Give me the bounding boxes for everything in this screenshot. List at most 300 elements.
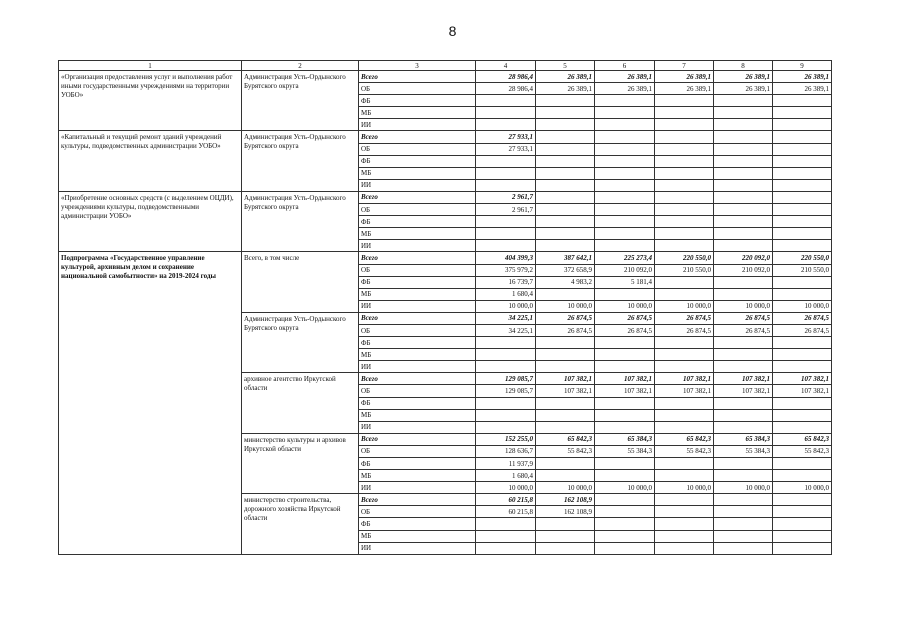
value-cell: 65 842,3 <box>773 433 832 445</box>
value-cell <box>655 506 714 518</box>
value-cell <box>595 179 655 191</box>
value-cell <box>655 458 714 470</box>
activity-name-cell: Подпрограмма «Государственное управление культурой, архивным делом и сохранение национальной самобытности» на 2019-2024 годы <box>59 252 242 554</box>
value-cell: 34 225,1 <box>476 324 536 336</box>
value-cell <box>655 179 714 191</box>
table-row <box>59 131 832 143</box>
executor-cell: министерство культуры и архивов Иркутской области <box>242 433 359 493</box>
value-cell <box>595 518 655 530</box>
value-cell <box>655 240 714 252</box>
funding-source-cell: ОБ <box>359 385 476 397</box>
executor-cell: Администрация Усть-Ордынского Бурятского округа <box>242 312 359 372</box>
value-cell: 10 000,0 <box>655 482 714 494</box>
value-cell <box>595 337 655 349</box>
value-cell: 26 389,1 <box>655 83 714 95</box>
value-cell: 107 382,1 <box>714 373 773 385</box>
value-cell: 2 961,7 <box>476 204 536 216</box>
value-cell <box>476 216 536 228</box>
value-cell: 107 382,1 <box>595 373 655 385</box>
value-cell <box>595 506 655 518</box>
value-cell: 26 874,5 <box>536 312 595 324</box>
value-cell <box>595 240 655 252</box>
funding-source-cell: ИИ <box>359 300 476 312</box>
value-cell <box>773 337 832 349</box>
funding-source-cell: ИИ <box>359 240 476 252</box>
value-cell: 65 384,3 <box>714 433 773 445</box>
value-cell: 10 000,0 <box>476 482 536 494</box>
executor-cell: Всего, в том числе <box>242 252 359 312</box>
value-cell: 26 874,5 <box>714 312 773 324</box>
value-cell: 107 382,1 <box>773 373 832 385</box>
funding-source-cell: ФБ <box>359 458 476 470</box>
value-cell <box>536 131 595 143</box>
value-cell <box>536 95 595 107</box>
value-cell <box>536 470 595 482</box>
value-cell: 26 389,1 <box>595 71 655 83</box>
value-cell: 10 000,0 <box>536 482 595 494</box>
value-cell <box>476 542 536 554</box>
value-cell: 26 874,5 <box>595 312 655 324</box>
value-cell: 107 382,1 <box>595 385 655 397</box>
value-cell <box>773 397 832 409</box>
value-cell: 107 382,1 <box>714 385 773 397</box>
activity-name-cell: «Приобретение основных средств (с выделением ОЦДИ), учреждениями культуры, подведомственными администрации УОБО» <box>59 191 242 251</box>
page-number: 8 <box>448 23 457 39</box>
value-cell: 128 636,7 <box>476 445 536 457</box>
value-cell: 10 000,0 <box>536 300 595 312</box>
value-cell: 27 933,1 <box>476 131 536 143</box>
value-cell <box>655 131 714 143</box>
value-cell <box>536 191 595 203</box>
value-cell <box>476 349 536 361</box>
value-cell: 387 642,1 <box>536 252 595 264</box>
value-cell <box>773 530 832 542</box>
funding-source-cell: Всего <box>359 312 476 324</box>
value-cell <box>476 397 536 409</box>
value-cell <box>773 216 832 228</box>
value-cell <box>773 155 832 167</box>
value-cell <box>595 228 655 240</box>
value-cell: 26 874,5 <box>773 312 832 324</box>
value-cell <box>714 397 773 409</box>
value-cell <box>773 143 832 155</box>
value-cell: 10 000,0 <box>595 300 655 312</box>
funding-source-cell: Всего <box>359 433 476 445</box>
value-cell: 220 550,0 <box>773 252 832 264</box>
value-cell <box>595 191 655 203</box>
value-cell: 129 085,7 <box>476 373 536 385</box>
value-cell: 26 389,1 <box>773 71 832 83</box>
value-cell <box>595 530 655 542</box>
value-cell: 129 085,7 <box>476 385 536 397</box>
value-cell <box>773 288 832 300</box>
value-cell <box>714 288 773 300</box>
funding-source-cell: МБ <box>359 228 476 240</box>
value-cell <box>476 337 536 349</box>
header-cell: 4 <box>476 61 536 71</box>
value-cell: 26 874,5 <box>655 312 714 324</box>
value-cell <box>714 119 773 131</box>
value-cell: 55 384,3 <box>714 445 773 457</box>
value-cell: 34 225,1 <box>476 312 536 324</box>
value-cell <box>655 288 714 300</box>
value-cell <box>595 95 655 107</box>
value-cell: 27 933,1 <box>476 143 536 155</box>
value-cell: 10 000,0 <box>595 482 655 494</box>
funding-source-cell: МБ <box>359 167 476 179</box>
value-cell <box>655 409 714 421</box>
value-cell: 372 658,9 <box>536 264 595 276</box>
value-cell <box>655 494 714 506</box>
header-cell: 7 <box>655 61 714 71</box>
value-cell <box>595 421 655 433</box>
value-cell: 26 874,5 <box>773 324 832 336</box>
value-cell <box>536 204 595 216</box>
value-cell <box>655 518 714 530</box>
value-cell: 220 550,0 <box>655 252 714 264</box>
value-cell: 210 550,0 <box>655 264 714 276</box>
value-cell: 26 389,1 <box>536 71 595 83</box>
value-cell <box>714 421 773 433</box>
value-cell <box>595 167 655 179</box>
value-cell <box>714 409 773 421</box>
value-cell <box>595 204 655 216</box>
value-cell <box>714 191 773 203</box>
value-cell: 107 382,1 <box>773 385 832 397</box>
value-cell <box>476 518 536 530</box>
table-body <box>59 61 832 555</box>
funding-source-cell: ФБ <box>359 216 476 228</box>
value-cell <box>476 167 536 179</box>
value-cell <box>773 458 832 470</box>
value-cell <box>476 119 536 131</box>
funding-source-cell: ОБ <box>359 264 476 276</box>
funding-source-cell: ИИ <box>359 542 476 554</box>
funding-source-cell: ИИ <box>359 361 476 373</box>
value-cell <box>476 228 536 240</box>
value-cell: 10 000,0 <box>655 300 714 312</box>
value-cell: 60 215,8 <box>476 506 536 518</box>
value-cell: 26 389,1 <box>595 83 655 95</box>
value-cell: 220 092,0 <box>714 252 773 264</box>
budget-table <box>58 60 832 555</box>
value-cell <box>714 494 773 506</box>
funding-source-cell: ФБ <box>359 518 476 530</box>
executor-cell: Администрация Усть-Ордынского Бурятского округа <box>242 71 359 131</box>
value-cell: 55 842,3 <box>536 445 595 457</box>
value-cell <box>655 119 714 131</box>
table-row <box>59 191 832 203</box>
value-cell <box>655 276 714 288</box>
table-row <box>59 252 832 264</box>
executor-cell: Администрация Усть-Ордынского Бурятского округа <box>242 191 359 251</box>
value-cell <box>476 179 536 191</box>
funding-source-cell: ФБ <box>359 337 476 349</box>
value-cell <box>773 409 832 421</box>
value-cell <box>536 155 595 167</box>
header-cell: 6 <box>595 61 655 71</box>
value-cell <box>714 470 773 482</box>
value-cell <box>655 530 714 542</box>
value-cell <box>476 107 536 119</box>
funding-source-cell: ФБ <box>359 95 476 107</box>
value-cell <box>714 228 773 240</box>
activity-name-cell: «Организация предоставления услуг и выполнения работ иными государственными учреждениями на территории УОБО» <box>59 71 242 131</box>
value-cell <box>655 397 714 409</box>
funding-source-cell: МБ <box>359 530 476 542</box>
value-cell <box>655 542 714 554</box>
value-cell: 26 874,5 <box>595 324 655 336</box>
funding-source-cell: ИИ <box>359 179 476 191</box>
value-cell <box>536 518 595 530</box>
funding-source-cell: ОБ <box>359 204 476 216</box>
value-cell <box>476 421 536 433</box>
value-cell <box>595 143 655 155</box>
value-cell: 1 680,4 <box>476 288 536 300</box>
value-cell <box>476 155 536 167</box>
value-cell: 107 382,1 <box>655 373 714 385</box>
value-cell <box>536 409 595 421</box>
funding-source-cell: ОБ <box>359 506 476 518</box>
value-cell: 26 389,1 <box>655 71 714 83</box>
header-cell: 1 <box>59 61 242 71</box>
value-cell: 10 000,0 <box>714 300 773 312</box>
value-cell <box>773 349 832 361</box>
value-cell <box>714 518 773 530</box>
funding-source-cell: Всего <box>359 252 476 264</box>
value-cell <box>655 361 714 373</box>
value-cell <box>655 204 714 216</box>
header-cell: 8 <box>714 61 773 71</box>
value-cell: 55 384,3 <box>595 445 655 457</box>
value-cell <box>536 421 595 433</box>
value-cell: 10 000,0 <box>773 482 832 494</box>
value-cell: 65 842,3 <box>536 433 595 445</box>
funding-source-cell: ИИ <box>359 421 476 433</box>
funding-source-cell: ФБ <box>359 397 476 409</box>
value-cell <box>536 349 595 361</box>
funding-source-cell: ОБ <box>359 83 476 95</box>
funding-source-cell: Всего <box>359 131 476 143</box>
funding-source-cell: Всего <box>359 71 476 83</box>
value-cell: 10 000,0 <box>773 300 832 312</box>
header-cell: 3 <box>359 61 476 71</box>
value-cell: 210 092,0 <box>714 264 773 276</box>
value-cell: 210 092,0 <box>595 264 655 276</box>
value-cell <box>714 204 773 216</box>
value-cell <box>536 167 595 179</box>
value-cell <box>714 143 773 155</box>
funding-source-cell: МБ <box>359 409 476 421</box>
value-cell <box>595 458 655 470</box>
value-cell: 162 108,9 <box>536 494 595 506</box>
value-cell <box>476 95 536 107</box>
value-cell: 375 979,2 <box>476 264 536 276</box>
value-cell <box>714 216 773 228</box>
value-cell: 11 937,9 <box>476 458 536 470</box>
value-cell <box>595 119 655 131</box>
value-cell <box>655 107 714 119</box>
value-cell <box>536 361 595 373</box>
value-cell <box>536 228 595 240</box>
value-cell <box>476 240 536 252</box>
value-cell <box>714 349 773 361</box>
value-cell <box>536 288 595 300</box>
funding-source-cell: ОБ <box>359 324 476 336</box>
funding-source-cell: ФБ <box>359 155 476 167</box>
value-cell <box>655 228 714 240</box>
value-cell <box>595 542 655 554</box>
value-cell <box>655 349 714 361</box>
value-cell <box>655 191 714 203</box>
value-cell: 404 399,3 <box>476 252 536 264</box>
value-cell: 152 255,0 <box>476 433 536 445</box>
value-cell <box>595 397 655 409</box>
value-cell: 60 215,8 <box>476 494 536 506</box>
value-cell: 210 550,0 <box>773 264 832 276</box>
funding-source-cell: ИИ <box>359 482 476 494</box>
executor-cell: архивное агентство Иркутской области <box>242 373 359 433</box>
value-cell <box>773 119 832 131</box>
value-cell <box>536 107 595 119</box>
funding-source-cell: МБ <box>359 288 476 300</box>
value-cell: 65 384,3 <box>595 433 655 445</box>
value-cell: 26 389,1 <box>714 71 773 83</box>
value-cell <box>714 276 773 288</box>
value-cell: 10 000,0 <box>714 482 773 494</box>
value-cell <box>595 361 655 373</box>
funding-source-cell: Всего <box>359 191 476 203</box>
header-row <box>59 61 832 71</box>
value-cell <box>536 240 595 252</box>
funding-source-cell: ФБ <box>359 276 476 288</box>
value-cell: 107 382,1 <box>655 385 714 397</box>
value-cell <box>536 458 595 470</box>
value-cell <box>655 421 714 433</box>
value-cell <box>476 409 536 421</box>
value-cell <box>773 470 832 482</box>
value-cell <box>655 216 714 228</box>
value-cell: 55 842,3 <box>655 445 714 457</box>
value-cell <box>773 361 832 373</box>
value-cell <box>773 240 832 252</box>
executor-cell: Администрация Усть-Ордынского Бурятского округа <box>242 131 359 191</box>
value-cell <box>773 131 832 143</box>
value-cell <box>773 228 832 240</box>
value-cell <box>773 191 832 203</box>
value-cell <box>773 518 832 530</box>
value-cell <box>595 409 655 421</box>
value-cell: 5 181,4 <box>595 276 655 288</box>
value-cell: 1 680,4 <box>476 470 536 482</box>
value-cell <box>655 167 714 179</box>
value-cell: 162 108,9 <box>536 506 595 518</box>
value-cell <box>714 107 773 119</box>
value-cell <box>655 95 714 107</box>
value-cell <box>714 530 773 542</box>
value-cell: 107 382,1 <box>536 373 595 385</box>
value-cell: 28 986,4 <box>476 83 536 95</box>
value-cell: 26 874,5 <box>536 324 595 336</box>
value-cell <box>536 216 595 228</box>
executor-cell: министерство строительства, дорожного хозяйства Иркутской области <box>242 494 359 554</box>
value-cell <box>714 506 773 518</box>
value-cell <box>536 530 595 542</box>
funding-source-cell: МБ <box>359 107 476 119</box>
funding-source-cell: ОБ <box>359 143 476 155</box>
value-cell: 26 389,1 <box>714 83 773 95</box>
value-cell <box>655 143 714 155</box>
value-cell <box>773 95 832 107</box>
value-cell <box>714 240 773 252</box>
funding-source-cell: Всего <box>359 494 476 506</box>
value-cell: 26 874,5 <box>655 324 714 336</box>
funding-source-cell: Всего <box>359 373 476 385</box>
value-cell <box>595 216 655 228</box>
table-row <box>59 71 832 83</box>
value-cell <box>773 506 832 518</box>
value-cell <box>476 530 536 542</box>
value-cell <box>714 155 773 167</box>
value-cell: 65 842,3 <box>655 433 714 445</box>
value-cell <box>536 337 595 349</box>
value-cell <box>773 107 832 119</box>
value-cell <box>595 107 655 119</box>
value-cell <box>773 494 832 506</box>
value-cell <box>655 155 714 167</box>
value-cell <box>773 179 832 191</box>
value-cell <box>536 179 595 191</box>
value-cell <box>595 470 655 482</box>
value-cell: 4 983,2 <box>536 276 595 288</box>
value-cell: 225 273,4 <box>595 252 655 264</box>
value-cell <box>714 542 773 554</box>
funding-source-cell: МБ <box>359 349 476 361</box>
value-cell <box>536 397 595 409</box>
value-cell <box>536 119 595 131</box>
value-cell: 26 389,1 <box>773 83 832 95</box>
value-cell <box>714 361 773 373</box>
funding-source-cell: МБ <box>359 470 476 482</box>
value-cell <box>536 542 595 554</box>
value-cell: 2 961,7 <box>476 191 536 203</box>
value-cell <box>595 155 655 167</box>
value-cell <box>714 167 773 179</box>
header-cell: 5 <box>536 61 595 71</box>
value-cell <box>714 131 773 143</box>
value-cell <box>655 337 714 349</box>
funding-source-cell: ИИ <box>359 119 476 131</box>
value-cell: 28 986,4 <box>476 71 536 83</box>
value-cell <box>595 288 655 300</box>
value-cell <box>595 131 655 143</box>
header-cell: 2 <box>242 61 359 71</box>
value-cell: 26 874,5 <box>714 324 773 336</box>
value-cell <box>536 143 595 155</box>
value-cell <box>655 470 714 482</box>
value-cell <box>595 494 655 506</box>
value-cell <box>595 349 655 361</box>
value-cell <box>773 167 832 179</box>
value-cell <box>714 95 773 107</box>
value-cell <box>476 361 536 373</box>
value-cell <box>773 204 832 216</box>
value-cell <box>773 542 832 554</box>
value-cell <box>773 276 832 288</box>
value-cell: 107 382,1 <box>536 385 595 397</box>
header-cell: 9 <box>773 61 832 71</box>
activity-name-cell: «Капитальный и текущий ремонт зданий учреждений культуры, подведомственных администрации УОБО» <box>59 131 242 191</box>
